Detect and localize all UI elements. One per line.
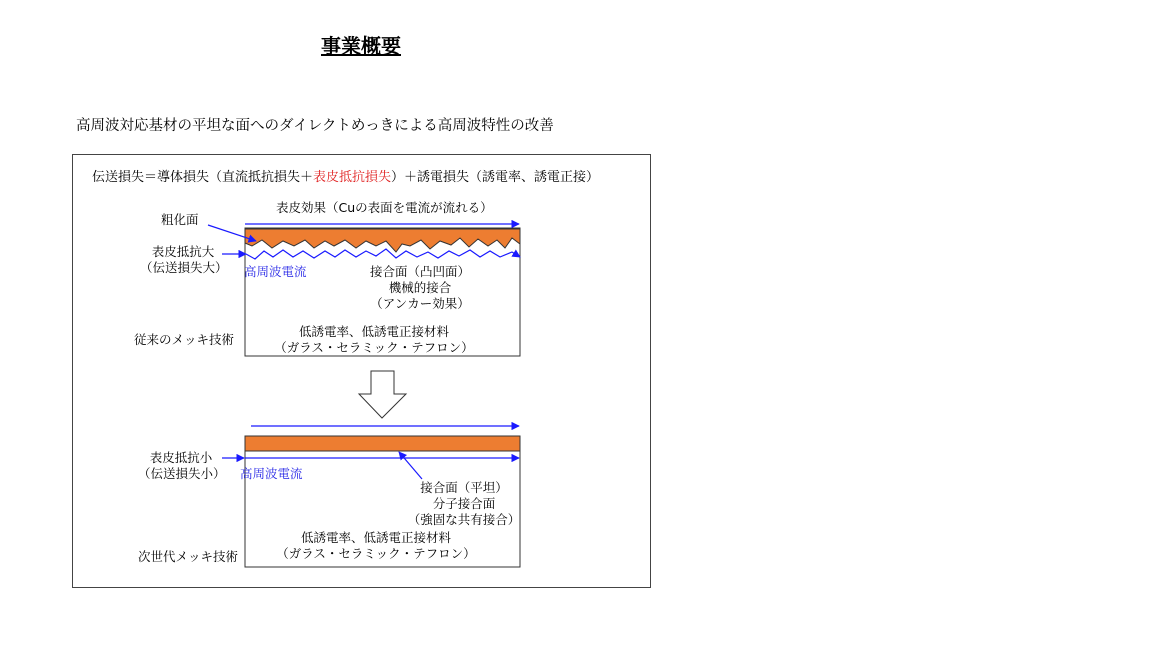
hf-current-label-conventional: 高周波電流 (244, 264, 307, 279)
next-gen-copper-layer (245, 436, 520, 451)
conventional-tech-label: 従来のメッキ技術 (134, 332, 235, 347)
loss-formula (92, 170, 599, 186)
next-gen-tech-label: 次世代メッキ技術 (138, 549, 239, 564)
skin-resistance-line1: 表皮抵抗大 (151, 244, 215, 259)
interface-label-next (404, 480, 524, 528)
interface-line2: 機械的接合 (388, 280, 452, 295)
skin-resistance-label-next (138, 450, 224, 482)
transition-down-arrow (359, 371, 406, 418)
rough-surface-label: 粗化面 (161, 212, 199, 227)
material-line2: （ガラス・セラミック・テフロン） (274, 340, 474, 355)
skin-resistance-line2: （伝送損失大） (140, 260, 228, 275)
page-subtitle: 高周波対応基材の平坦な面へのダイレクトめっきによる高周波特性の改善 (76, 118, 554, 134)
material-line2: （ガラス・セラミック・テフロン） (276, 546, 476, 561)
skin-resistance-label-conventional (140, 244, 226, 276)
skin-effect-label: 表皮効果（Cuの表面を電流が流れる） (276, 200, 493, 215)
interface-line1: 接合面（平坦） (420, 480, 508, 495)
interface-line3: （強固な共有接合） (407, 512, 521, 527)
skin-resistance-line1: 表皮抵抗小 (149, 450, 213, 465)
interface-line1: 接合面（凸凹面） (369, 264, 470, 279)
interface-line2: 分子接合面 (432, 496, 496, 511)
formula-prefix: 伝送損失＝導体損失（直流抵抗損失＋ (92, 170, 314, 185)
material-label-conventional (272, 324, 476, 356)
interface-label-conventional (360, 264, 480, 312)
formula-suffix: ）＋誘電損失（誘電率、誘電正接） (391, 170, 600, 185)
interface-line3: （アンカー効果） (370, 296, 470, 311)
formula-highlight: 表皮抵抗損失 (313, 170, 392, 185)
hf-current-label-next: 高周波電流 (240, 466, 303, 481)
material-label-next (274, 530, 478, 562)
page-title: 事業概要 (321, 34, 401, 58)
material-line1: 低誘電率、低誘電正接材料 (298, 324, 449, 339)
skin-resistance-line2: （伝送損失小） (138, 466, 226, 481)
material-line1: 低誘電率、低誘電正接材料 (300, 530, 451, 545)
